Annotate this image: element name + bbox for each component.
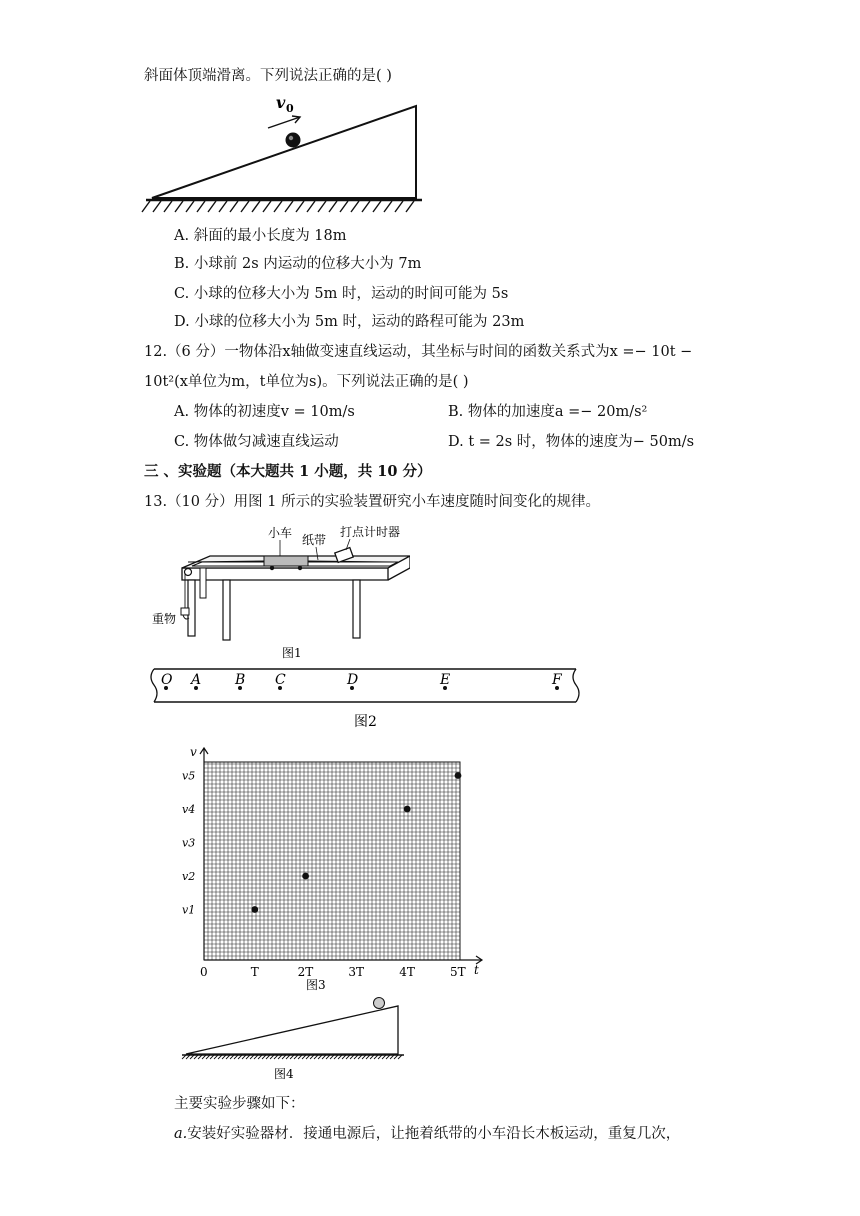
ball-fig4	[374, 998, 385, 1009]
v0-label: v	[276, 93, 286, 112]
label-weight: 重物	[152, 612, 177, 626]
x-tick-3: 3T	[348, 965, 365, 979]
step-a-text: 安装好实验器材．接通电源后，让拖着纸带的小车沿长木板运动，重复几次，	[187, 1126, 681, 1142]
figure-3-caption: 图3	[306, 978, 326, 992]
x-tick-5: 5T	[450, 965, 466, 979]
x-tick-0: 0	[200, 965, 208, 979]
figure-1-caption: 图1	[282, 646, 302, 660]
q11-option-b: B. 小球前 2s 内运动的位移大小为 7m	[174, 256, 422, 272]
q12-option-b: B. 物体的加速度a =− 20m/s²	[448, 404, 648, 420]
data-point-4	[455, 772, 462, 779]
figure-2-caption: 图2	[354, 714, 377, 730]
tape-label-d: D	[347, 672, 359, 688]
tape-label-a: A	[191, 672, 202, 688]
y-tick-v5: v5	[182, 769, 196, 783]
svg-text:0: 0	[286, 102, 294, 115]
y-tick-v4: v4	[182, 803, 196, 816]
q11-option-a: A. 斜面的最小长度为 18m	[174, 228, 347, 244]
figure-4-caption: 图4	[274, 1067, 294, 1081]
tape-label-b: B	[235, 672, 246, 688]
q12-stem-line2: 10t²(x单位为m，t单位为s)。下列说法正确的是( )	[144, 374, 469, 390]
label-car: 小车	[268, 526, 293, 540]
data-point-2	[302, 873, 309, 880]
label-timer: 打点计时器	[340, 525, 401, 539]
x-tick-2: 2T	[297, 965, 314, 979]
x-tick-4: 4T	[399, 965, 415, 979]
step-a	[174, 1124, 680, 1144]
q12-option-d: D. t = 2s 时，物体的速度为− 50m/s	[448, 434, 695, 450]
section3-heading: 三 、实验题（本大题共 1 小题，共 10 分）	[144, 463, 432, 480]
y-axis-label: v	[190, 745, 197, 759]
y-tick-v1: v1	[182, 903, 196, 917]
y-tick-v2: v2	[182, 870, 196, 883]
q11-option-d: D. 小球的位移大小为 5m 时，运动的路程可能为 23m	[174, 314, 525, 330]
step-a-prefix: a.	[174, 1126, 188, 1142]
tape-label-o: O	[161, 672, 173, 688]
steps-heading: 主要实验步骤如下：	[174, 1096, 305, 1112]
tape-label-f: F	[552, 672, 562, 688]
data-point-1	[251, 906, 258, 913]
figure-2-tape	[146, 664, 590, 734]
figure-4-incline	[176, 994, 416, 1086]
q12-option-c: C. 物体做匀减速直线运动	[174, 434, 339, 450]
q13-stem: 13.（10 分）用图 1 所示的实验装置研究小车速度随时间变化的规律。	[144, 494, 601, 510]
label-tape: 纸带	[302, 533, 327, 547]
q11-option-c: C. 小球的位移大小为 5m 时，运动的时间可能为 5s	[174, 286, 509, 302]
q12-option-a: A. 物体的初速度v = 10m/s	[174, 404, 355, 420]
ball	[286, 133, 301, 148]
q12-stem-line1: 12.（6 分）一物体沿x轴做变速直线运动，其坐标与时间的函数关系式为x =− 10t −	[144, 344, 693, 360]
data-point-3	[404, 806, 411, 813]
figure-3-vt-graph	[176, 742, 496, 992]
y-tick-v3: v3	[182, 836, 196, 850]
x-axis-label: t	[474, 963, 479, 977]
tape-label-c: C	[275, 672, 286, 688]
x-tick-1: T	[250, 965, 259, 979]
figure-1-apparatus	[140, 516, 410, 666]
tape-label-e: E	[440, 672, 451, 688]
incline-figure	[140, 90, 430, 220]
intro-line: 斜面体顶端滑离。下列说法正确的是( )	[144, 68, 392, 84]
